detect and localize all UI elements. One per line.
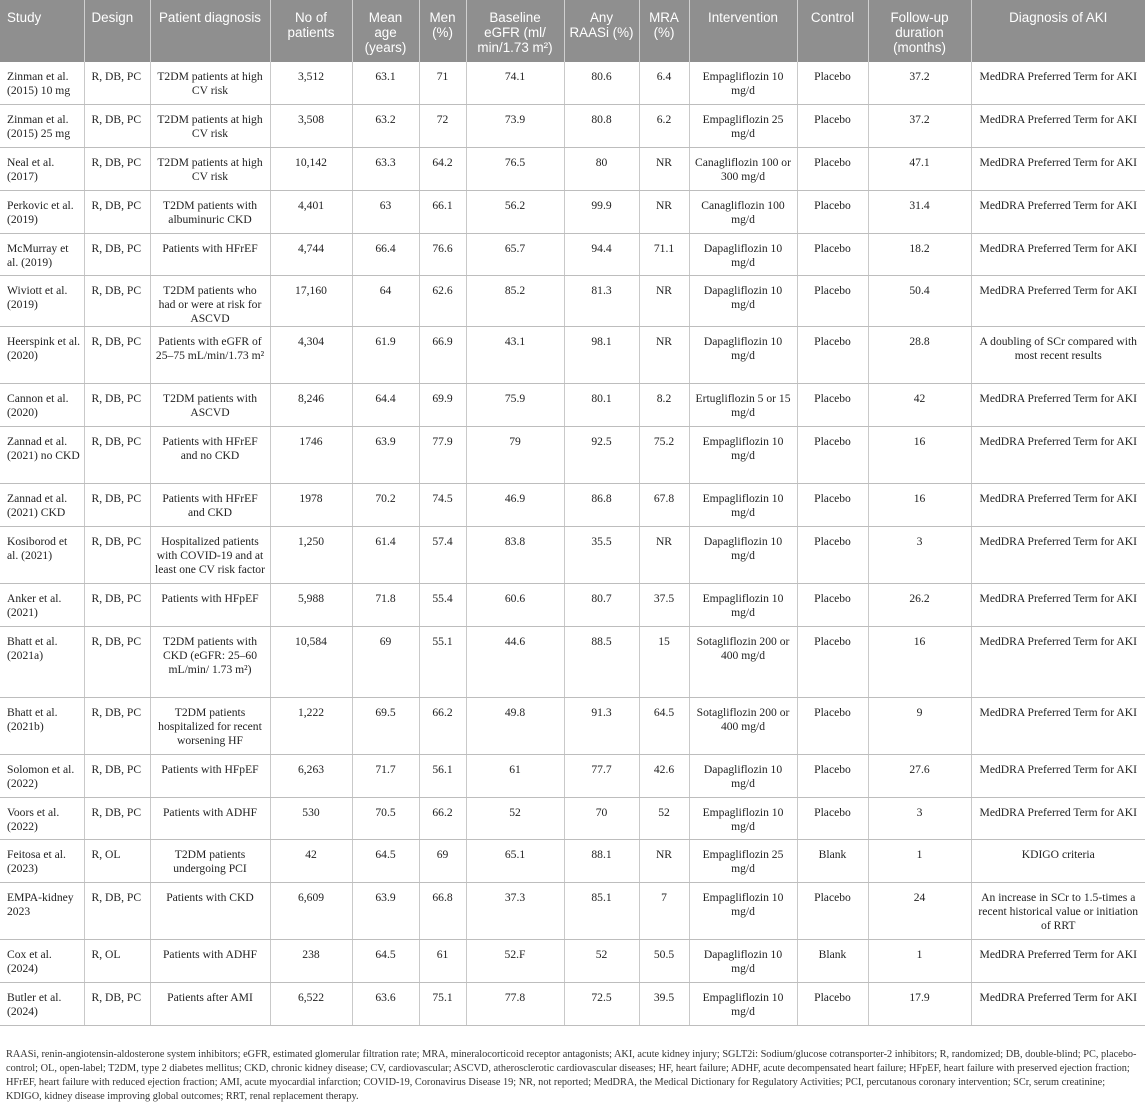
cell-raasi: 35.5 bbox=[564, 527, 639, 584]
cell-aki: MedDRA Preferred Term for AKI bbox=[971, 983, 1145, 1026]
cell-egfr: 44.6 bbox=[466, 626, 564, 697]
cell-study: Neal et al. (2017) bbox=[0, 148, 84, 191]
cell-raasi: 94.4 bbox=[564, 233, 639, 276]
cell-men: 62.6 bbox=[419, 276, 466, 327]
table-row bbox=[0, 527, 1145, 584]
cell-n: 1978 bbox=[270, 484, 352, 527]
cell-aki: MedDRA Preferred Term for AKI bbox=[971, 276, 1145, 327]
cell-mra: 15 bbox=[639, 626, 689, 697]
cell-men: 66.8 bbox=[419, 883, 466, 940]
cell-egfr: 83.8 bbox=[466, 527, 564, 584]
cell-egfr: 37.3 bbox=[466, 883, 564, 940]
cell-control: Blank bbox=[797, 840, 868, 883]
header-aki: Diagnosis of AKI bbox=[971, 0, 1145, 62]
cell-design: R, OL bbox=[84, 840, 150, 883]
cell-age: 64.5 bbox=[352, 840, 419, 883]
cell-aki: MedDRA Preferred Term for AKI bbox=[971, 527, 1145, 584]
cell-design: R, DB, PC bbox=[84, 697, 150, 754]
cell-study: Zinman et al. (2015) 25 mg bbox=[0, 105, 84, 148]
cell-aki: An increase in SCr to 1.5-times a recent historical value or initiation of RRT bbox=[971, 883, 1145, 940]
cell-n: 17,160 bbox=[270, 276, 352, 327]
cell-men: 72 bbox=[419, 105, 466, 148]
cell-followup: 37.2 bbox=[868, 62, 971, 105]
cell-mra: 67.8 bbox=[639, 484, 689, 527]
cell-followup: 3 bbox=[868, 797, 971, 840]
table-row bbox=[0, 940, 1145, 983]
cell-men: 56.1 bbox=[419, 754, 466, 797]
cell-men: 55.1 bbox=[419, 626, 466, 697]
cell-intervention: Dapagliflozin 10 mg/d bbox=[689, 276, 797, 327]
cell-aki: MedDRA Preferred Term for AKI bbox=[971, 754, 1145, 797]
cell-men: 66.1 bbox=[419, 190, 466, 233]
cell-mra: 39.5 bbox=[639, 983, 689, 1026]
cell-raasi: 92.5 bbox=[564, 427, 639, 484]
cell-raasi: 86.8 bbox=[564, 484, 639, 527]
cell-aki: MedDRA Preferred Term for AKI bbox=[971, 797, 1145, 840]
cell-n: 4,744 bbox=[270, 233, 352, 276]
cell-age: 63 bbox=[352, 190, 419, 233]
cell-design: R, DB, PC bbox=[84, 484, 150, 527]
cell-control: Placebo bbox=[797, 427, 868, 484]
cell-aki: MedDRA Preferred Term for AKI bbox=[971, 940, 1145, 983]
table-row bbox=[0, 384, 1145, 427]
cell-intervention: Dapagliflozin 10 mg/d bbox=[689, 233, 797, 276]
cell-mra: 42.6 bbox=[639, 754, 689, 797]
cell-study: Zinman et al. (2015) 10 mg bbox=[0, 62, 84, 105]
cell-egfr: 73.9 bbox=[466, 105, 564, 148]
cell-age: 63.2 bbox=[352, 105, 419, 148]
cell-egfr: 52 bbox=[466, 797, 564, 840]
cell-n: 6,609 bbox=[270, 883, 352, 940]
cell-intervention: Canagliflozin 100 mg/d bbox=[689, 190, 797, 233]
cell-n: 5,988 bbox=[270, 584, 352, 627]
cell-n: 3,508 bbox=[270, 105, 352, 148]
cell-diagnosis: Patients with CKD bbox=[150, 883, 270, 940]
table-row bbox=[0, 797, 1145, 840]
cell-study: Cannon et al. (2020) bbox=[0, 384, 84, 427]
cell-aki: MedDRA Preferred Term for AKI bbox=[971, 190, 1145, 233]
table-row bbox=[0, 697, 1145, 754]
cell-raasi: 88.5 bbox=[564, 626, 639, 697]
cell-study: Wiviott et al. (2019) bbox=[0, 276, 84, 327]
header-row bbox=[0, 0, 1145, 62]
cell-n: 10,142 bbox=[270, 148, 352, 191]
cell-diagnosis: Patients with HFpEF bbox=[150, 754, 270, 797]
cell-men: 57.4 bbox=[419, 527, 466, 584]
cell-control: Placebo bbox=[797, 384, 868, 427]
cell-diagnosis: Patients after AMI bbox=[150, 983, 270, 1026]
cell-intervention: Empagliflozin 10 mg/d bbox=[689, 983, 797, 1026]
cell-design: R, DB, PC bbox=[84, 327, 150, 384]
cell-age: 70.5 bbox=[352, 797, 419, 840]
cell-design: R, OL bbox=[84, 940, 150, 983]
cell-study: Anker et al. (2021) bbox=[0, 584, 84, 627]
header-intervention: Intervention bbox=[689, 0, 797, 62]
cell-study: Cox et al. (2024) bbox=[0, 940, 84, 983]
cell-egfr: 75.9 bbox=[466, 384, 564, 427]
cell-egfr: 79 bbox=[466, 427, 564, 484]
cell-age: 61.4 bbox=[352, 527, 419, 584]
cell-diagnosis: T2DM patients with albuminuric CKD bbox=[150, 190, 270, 233]
cell-diagnosis: Patients with HFrEF bbox=[150, 233, 270, 276]
cell-control: Placebo bbox=[797, 105, 868, 148]
cell-n: 1,222 bbox=[270, 697, 352, 754]
cell-diagnosis: Patients with ADHF bbox=[150, 940, 270, 983]
cell-mra: 6.4 bbox=[639, 62, 689, 105]
table-row bbox=[0, 983, 1145, 1026]
cell-raasi: 91.3 bbox=[564, 697, 639, 754]
cell-followup: 28.8 bbox=[868, 327, 971, 384]
cell-followup: 18.2 bbox=[868, 233, 971, 276]
cell-design: R, DB, PC bbox=[84, 584, 150, 627]
cell-egfr: 76.5 bbox=[466, 148, 564, 191]
table-row bbox=[0, 584, 1145, 627]
cell-followup: 31.4 bbox=[868, 190, 971, 233]
table-row bbox=[0, 105, 1145, 148]
cell-followup: 1 bbox=[868, 940, 971, 983]
cell-n: 530 bbox=[270, 797, 352, 840]
cell-raasi: 72.5 bbox=[564, 983, 639, 1026]
table-row bbox=[0, 233, 1145, 276]
cell-men: 69 bbox=[419, 840, 466, 883]
header-men: Men (%) bbox=[419, 0, 466, 62]
cell-design: R, DB, PC bbox=[84, 754, 150, 797]
cell-design: R, DB, PC bbox=[84, 276, 150, 327]
cell-intervention: Empagliflozin 10 mg/d bbox=[689, 484, 797, 527]
cell-control: Blank bbox=[797, 940, 868, 983]
table-row bbox=[0, 484, 1145, 527]
cell-diagnosis: T2DM patients hospitalized for recent worsening HF bbox=[150, 697, 270, 754]
cell-age: 63.9 bbox=[352, 427, 419, 484]
cell-study: Feitosa et al. (2023) bbox=[0, 840, 84, 883]
cell-egfr: 65.7 bbox=[466, 233, 564, 276]
header-study: Study bbox=[0, 0, 84, 62]
cell-control: Placebo bbox=[797, 697, 868, 754]
cell-age: 61.9 bbox=[352, 327, 419, 384]
cell-n: 42 bbox=[270, 840, 352, 883]
cell-men: 66.2 bbox=[419, 697, 466, 754]
cell-aki: MedDRA Preferred Term for AKI bbox=[971, 384, 1145, 427]
cell-raasi: 70 bbox=[564, 797, 639, 840]
cell-mra: 50.5 bbox=[639, 940, 689, 983]
cell-n: 1,250 bbox=[270, 527, 352, 584]
cell-diagnosis: T2DM patients with ASCVD bbox=[150, 384, 270, 427]
cell-aki: MedDRA Preferred Term for AKI bbox=[971, 233, 1145, 276]
cell-mra: NR bbox=[639, 148, 689, 191]
cell-age: 66.4 bbox=[352, 233, 419, 276]
cell-raasi: 81.3 bbox=[564, 276, 639, 327]
cell-control: Placebo bbox=[797, 190, 868, 233]
cell-aki: MedDRA Preferred Term for AKI bbox=[971, 105, 1145, 148]
header-mra: MRA (%) bbox=[639, 0, 689, 62]
table-body bbox=[0, 62, 1145, 1025]
cell-egfr: 65.1 bbox=[466, 840, 564, 883]
cell-mra: 71.1 bbox=[639, 233, 689, 276]
cell-followup: 3 bbox=[868, 527, 971, 584]
cell-diagnosis: T2DM patients at high CV risk bbox=[150, 62, 270, 105]
header-diagnosis: Patient diagnosis bbox=[150, 0, 270, 62]
cell-intervention: Empagliflozin 10 mg/d bbox=[689, 584, 797, 627]
cell-study: Kosiborod et al. (2021) bbox=[0, 527, 84, 584]
cell-control: Placebo bbox=[797, 527, 868, 584]
header-egfr: Baseline eGFR (ml/ min/1.73 m²) bbox=[466, 0, 564, 62]
header-raasi: Any RAASi (%) bbox=[564, 0, 639, 62]
cell-diagnosis: Patients with eGFR of 25–75 mL/min/1.73 m² bbox=[150, 327, 270, 384]
cell-followup: 24 bbox=[868, 883, 971, 940]
cell-n: 6,522 bbox=[270, 983, 352, 1026]
cell-control: Placebo bbox=[797, 233, 868, 276]
cell-followup: 17.9 bbox=[868, 983, 971, 1026]
cell-raasi: 77.7 bbox=[564, 754, 639, 797]
cell-followup: 50.4 bbox=[868, 276, 971, 327]
cell-mra: NR bbox=[639, 327, 689, 384]
cell-men: 64.2 bbox=[419, 148, 466, 191]
cell-n: 3,512 bbox=[270, 62, 352, 105]
cell-aki: MedDRA Preferred Term for AKI bbox=[971, 697, 1145, 754]
cell-age: 70.2 bbox=[352, 484, 419, 527]
cell-study: Voors et al. (2022) bbox=[0, 797, 84, 840]
cell-men: 77.9 bbox=[419, 427, 466, 484]
cell-age: 71.8 bbox=[352, 584, 419, 627]
cell-intervention: Empagliflozin 10 mg/d bbox=[689, 883, 797, 940]
cell-control: Placebo bbox=[797, 797, 868, 840]
cell-men: 55.4 bbox=[419, 584, 466, 627]
cell-design: R, DB, PC bbox=[84, 62, 150, 105]
cell-design: R, DB, PC bbox=[84, 148, 150, 191]
table-row bbox=[0, 148, 1145, 191]
cell-n: 10,584 bbox=[270, 626, 352, 697]
cell-men: 74.5 bbox=[419, 484, 466, 527]
cell-design: R, DB, PC bbox=[84, 427, 150, 484]
cell-mra: NR bbox=[639, 527, 689, 584]
cell-age: 63.3 bbox=[352, 148, 419, 191]
cell-men: 69.9 bbox=[419, 384, 466, 427]
cell-followup: 16 bbox=[868, 626, 971, 697]
cell-raasi: 98.1 bbox=[564, 327, 639, 384]
cell-aki: A doubling of SCr compared with most recent results bbox=[971, 327, 1145, 384]
cell-intervention: Ertugliflozin 5 or 15 mg/d bbox=[689, 384, 797, 427]
cell-design: R, DB, PC bbox=[84, 233, 150, 276]
cell-egfr: 74.1 bbox=[466, 62, 564, 105]
cell-mra: 8.2 bbox=[639, 384, 689, 427]
cell-men: 66.9 bbox=[419, 327, 466, 384]
cell-mra: 75.2 bbox=[639, 427, 689, 484]
cell-followup: 1 bbox=[868, 840, 971, 883]
cell-study: Zannad et al. (2021) no CKD bbox=[0, 427, 84, 484]
cell-followup: 27.6 bbox=[868, 754, 971, 797]
cell-design: R, DB, PC bbox=[84, 883, 150, 940]
cell-study: Heerspink et al. (2020) bbox=[0, 327, 84, 384]
cell-control: Placebo bbox=[797, 983, 868, 1026]
table-row bbox=[0, 190, 1145, 233]
cell-men: 75.1 bbox=[419, 983, 466, 1026]
cell-intervention: Dapagliflozin 10 mg/d bbox=[689, 940, 797, 983]
cell-control: Placebo bbox=[797, 62, 868, 105]
cell-diagnosis: T2DM patients undergoing PCI bbox=[150, 840, 270, 883]
cell-egfr: 49.8 bbox=[466, 697, 564, 754]
cell-intervention: Empagliflozin 25 mg/d bbox=[689, 840, 797, 883]
cell-design: R, DB, PC bbox=[84, 384, 150, 427]
table-row bbox=[0, 62, 1145, 105]
cell-control: Placebo bbox=[797, 754, 868, 797]
cell-study: Bhatt et al. (2021b) bbox=[0, 697, 84, 754]
cell-age: 64.4 bbox=[352, 384, 419, 427]
cell-diagnosis: Patients with ADHF bbox=[150, 797, 270, 840]
cell-aki: KDIGO criteria bbox=[971, 840, 1145, 883]
cell-egfr: 85.2 bbox=[466, 276, 564, 327]
cell-diagnosis: Patients with HFrEF and no CKD bbox=[150, 427, 270, 484]
cell-intervention: Dapagliflozin 10 mg/d bbox=[689, 754, 797, 797]
cell-age: 64.5 bbox=[352, 940, 419, 983]
cell-egfr: 60.6 bbox=[466, 584, 564, 627]
cell-egfr: 43.1 bbox=[466, 327, 564, 384]
cell-egfr: 52.F bbox=[466, 940, 564, 983]
cell-intervention: Dapagliflozin 10 mg/d bbox=[689, 527, 797, 584]
cell-raasi: 88.1 bbox=[564, 840, 639, 883]
header-control: Control bbox=[797, 0, 868, 62]
table-row bbox=[0, 427, 1145, 484]
cell-mra: 7 bbox=[639, 883, 689, 940]
cell-intervention: Dapagliflozin 10 mg/d bbox=[689, 327, 797, 384]
table-row bbox=[0, 754, 1145, 797]
cell-followup: 26.2 bbox=[868, 584, 971, 627]
cell-raasi: 80.1 bbox=[564, 384, 639, 427]
cell-intervention: Empagliflozin 25 mg/d bbox=[689, 105, 797, 148]
cell-raasi: 80 bbox=[564, 148, 639, 191]
header-age: Mean age (years) bbox=[352, 0, 419, 62]
cell-intervention: Empagliflozin 10 mg/d bbox=[689, 427, 797, 484]
cell-egfr: 77.8 bbox=[466, 983, 564, 1026]
cell-age: 64 bbox=[352, 276, 419, 327]
cell-study: Bhatt et al. (2021a) bbox=[0, 626, 84, 697]
cell-study: McMurray et al. (2019) bbox=[0, 233, 84, 276]
cell-aki: MedDRA Preferred Term for AKI bbox=[971, 62, 1145, 105]
cell-men: 66.2 bbox=[419, 797, 466, 840]
cell-intervention: Sotagliflozin 200 or 400 mg/d bbox=[689, 697, 797, 754]
cell-study: EMPA-kidney 2023 bbox=[0, 883, 84, 940]
cell-design: R, DB, PC bbox=[84, 105, 150, 148]
cell-mra: 6.2 bbox=[639, 105, 689, 148]
cell-age: 69 bbox=[352, 626, 419, 697]
cell-mra: NR bbox=[639, 190, 689, 233]
cell-men: 71 bbox=[419, 62, 466, 105]
cell-followup: 37.2 bbox=[868, 105, 971, 148]
cell-raasi: 80.6 bbox=[564, 62, 639, 105]
cell-diagnosis: T2DM patients with CKD (eGFR: 25–60 mL/min/ 1.73 m²) bbox=[150, 626, 270, 697]
cell-study: Butler et al. (2024) bbox=[0, 983, 84, 1026]
table-row bbox=[0, 327, 1145, 384]
header-patients: No of patients bbox=[270, 0, 352, 62]
cell-diagnosis: T2DM patients at high CV risk bbox=[150, 148, 270, 191]
cell-study: Zannad et al. (2021) CKD bbox=[0, 484, 84, 527]
cell-design: R, DB, PC bbox=[84, 797, 150, 840]
cell-mra: 64.5 bbox=[639, 697, 689, 754]
cell-followup: 42 bbox=[868, 384, 971, 427]
cell-n: 238 bbox=[270, 940, 352, 983]
cell-control: Placebo bbox=[797, 148, 868, 191]
cell-egfr: 56.2 bbox=[466, 190, 564, 233]
cell-n: 1746 bbox=[270, 427, 352, 484]
cell-diagnosis: T2DM patients at high CV risk bbox=[150, 105, 270, 148]
cell-age: 63.1 bbox=[352, 62, 419, 105]
cell-aki: MedDRA Preferred Term for AKI bbox=[971, 626, 1145, 697]
table-footnote: RAASi, renin-angiotensin-aldosterone system inhibitors; eGFR, estimated glomerular filtration rate; MRA, mineralocorticoid receptor antagonists; AKI, acute kidney injury; SGLT2i: Sodium/glucose cotransporter-2 inhibitors; R, randomized; DB, double-blind; PC, placebo-control; OL, open-label; T2DM, type 2 diabetes mellitus; CKD, chronic kidney disease; CV, cardiovascular; ASCVD, atherosclerotic cardiovascular diseases; HF, heart failure; ADHF, acute decompensated heart failure; HFpEF, heart failure with preserved ejection fraction; HFrEF, heart failure with reduced ejection fraction; AMI, acute myocardial infarction; COVID-19, Coronavirus Disease 19; NR, not reported; MedDRA, the Medical Dictionary for Regulatory Activities; PCI, percutanous coronary intervention; SCr, serum creatinine; KDIGO, kidney disease improving global outcomes; RRT, renal replacement therapy. bbox=[6, 1049, 1137, 1102]
cell-diagnosis: Hospitalized patients with COVID-19 and at least one CV risk factor bbox=[150, 527, 270, 584]
cell-men: 76.6 bbox=[419, 233, 466, 276]
cell-control: Placebo bbox=[797, 327, 868, 384]
table-row bbox=[0, 883, 1145, 940]
header-followup: Follow-up duration (months) bbox=[868, 0, 971, 62]
cell-control: Placebo bbox=[797, 584, 868, 627]
table-row bbox=[0, 626, 1145, 697]
cell-control: Placebo bbox=[797, 484, 868, 527]
cell-raasi: 80.8 bbox=[564, 105, 639, 148]
cell-intervention: Canagliflozin 100 or 300 mg/d bbox=[689, 148, 797, 191]
table-row bbox=[0, 276, 1145, 327]
cell-followup: 16 bbox=[868, 427, 971, 484]
cell-followup: 47.1 bbox=[868, 148, 971, 191]
cell-n: 6,263 bbox=[270, 754, 352, 797]
table-row bbox=[0, 840, 1145, 883]
cell-control: Placebo bbox=[797, 626, 868, 697]
cell-design: R, DB, PC bbox=[84, 527, 150, 584]
cell-egfr: 46.9 bbox=[466, 484, 564, 527]
cell-age: 63.6 bbox=[352, 983, 419, 1026]
cell-raasi: 85.1 bbox=[564, 883, 639, 940]
cell-diagnosis: Patients with HFrEF and CKD bbox=[150, 484, 270, 527]
cell-mra: 52 bbox=[639, 797, 689, 840]
cell-age: 71.7 bbox=[352, 754, 419, 797]
cell-control: Placebo bbox=[797, 883, 868, 940]
cell-design: R, DB, PC bbox=[84, 626, 150, 697]
cell-age: 69.5 bbox=[352, 697, 419, 754]
cell-aki: MedDRA Preferred Term for AKI bbox=[971, 484, 1145, 527]
cell-n: 4,304 bbox=[270, 327, 352, 384]
cell-n: 8,246 bbox=[270, 384, 352, 427]
cell-design: R, DB, PC bbox=[84, 983, 150, 1026]
cell-intervention: Sotagliflozin 200 or 400 mg/d bbox=[689, 626, 797, 697]
cell-study: Perkovic et al. (2019) bbox=[0, 190, 84, 233]
cell-age: 63.9 bbox=[352, 883, 419, 940]
cell-mra: NR bbox=[639, 276, 689, 327]
cell-raasi: 80.7 bbox=[564, 584, 639, 627]
cell-raasi: 52 bbox=[564, 940, 639, 983]
cell-diagnosis: T2DM patients who had or were at risk for ASCVD bbox=[150, 276, 270, 327]
header-design: Design bbox=[84, 0, 150, 62]
cell-egfr: 61 bbox=[466, 754, 564, 797]
cell-aki: MedDRA Preferred Term for AKI bbox=[971, 148, 1145, 191]
cell-aki: MedDRA Preferred Term for AKI bbox=[971, 584, 1145, 627]
cell-design: R, DB, PC bbox=[84, 190, 150, 233]
cell-followup: 16 bbox=[868, 484, 971, 527]
cell-aki: MedDRA Preferred Term for AKI bbox=[971, 427, 1145, 484]
cell-raasi: 99.9 bbox=[564, 190, 639, 233]
cell-intervention: Empagliflozin 10 mg/d bbox=[689, 797, 797, 840]
cell-mra: NR bbox=[639, 840, 689, 883]
cell-control: Placebo bbox=[797, 276, 868, 327]
cell-diagnosis: Patients with HFpEF bbox=[150, 584, 270, 627]
cell-study: Solomon et al. (2022) bbox=[0, 754, 84, 797]
cell-n: 4,401 bbox=[270, 190, 352, 233]
cell-men: 61 bbox=[419, 940, 466, 983]
cell-intervention: Empagliflozin 10 mg/d bbox=[689, 62, 797, 105]
cell-mra: 37.5 bbox=[639, 584, 689, 627]
cell-followup: 9 bbox=[868, 697, 971, 754]
